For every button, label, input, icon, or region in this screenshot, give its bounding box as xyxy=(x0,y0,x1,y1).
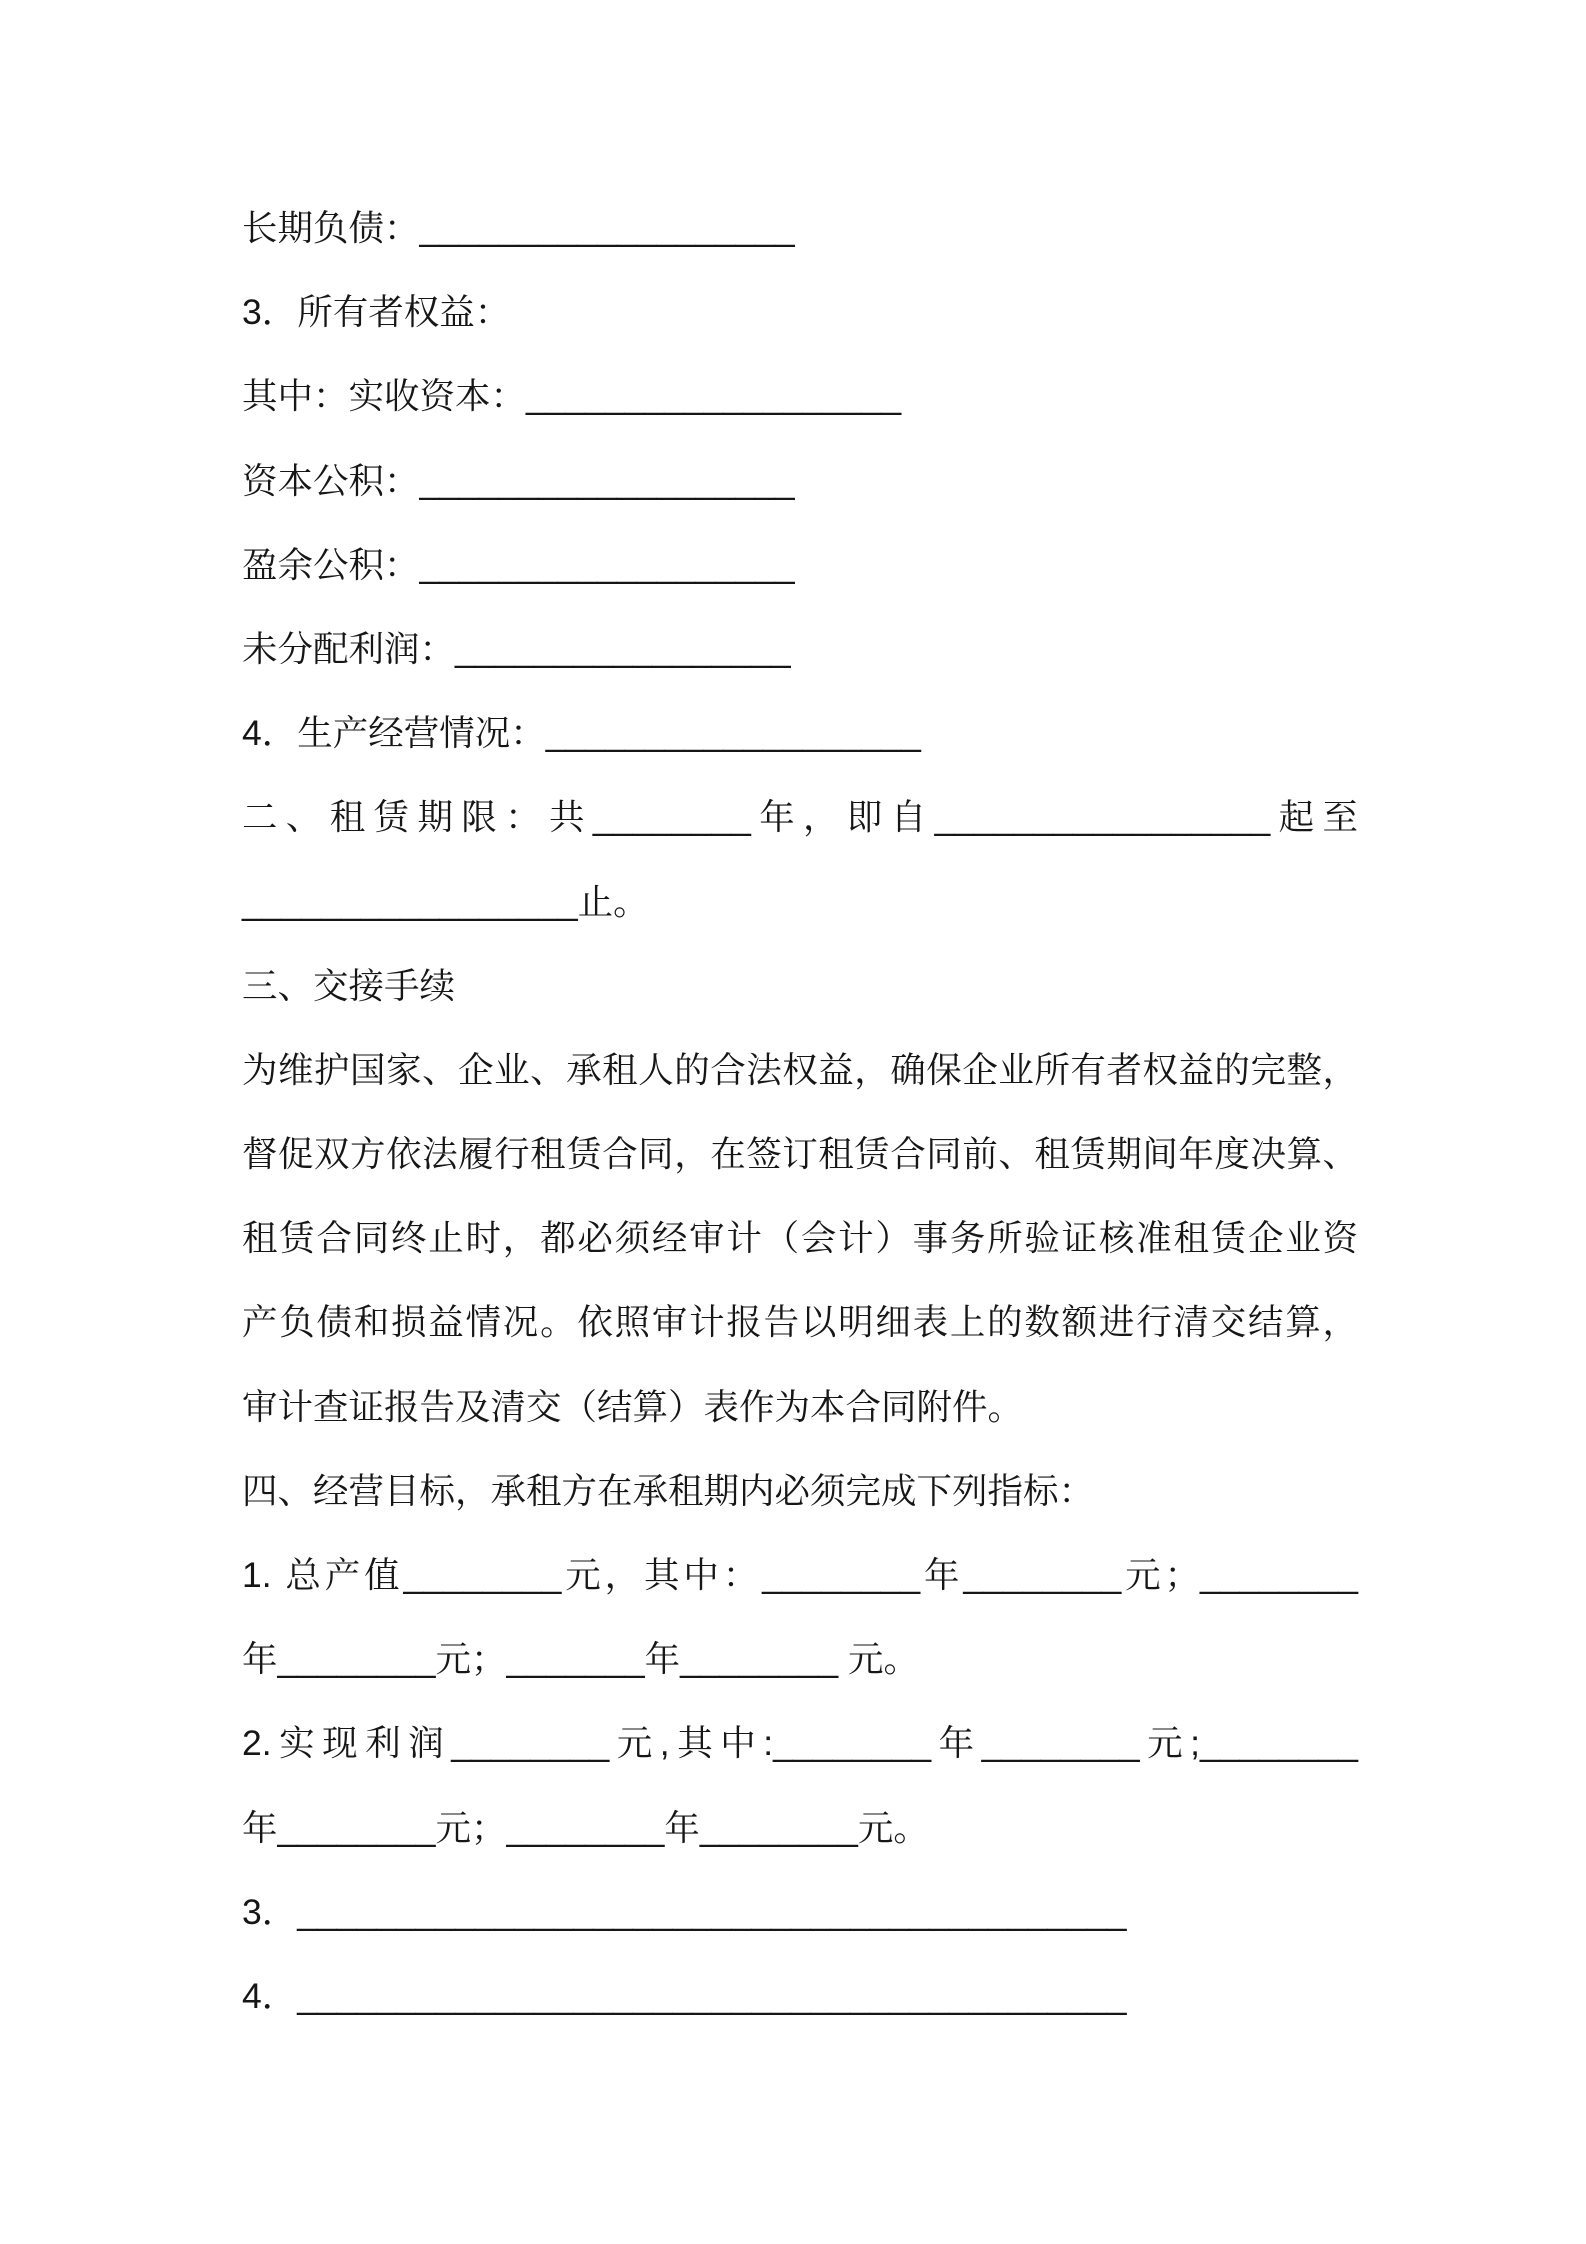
handover-heading: 三、交接手续 xyxy=(242,965,456,1006)
handover-paragraph-line-1: 为维护国家、企业、承租人的合法权益，确保企业所有者权益的完整， xyxy=(242,1049,1358,1090)
long-term-liabilities-line: 长期负债：___________________ xyxy=(242,208,795,248)
handover-paragraph-line-4: 产负债和损益情况。依照审计报告以明细表上的数额进行清交结算， xyxy=(242,1302,1358,1343)
target-3-line: 3．__________________________________________ xyxy=(242,1891,1127,1932)
lease-term-line: 二、租赁期限：共________年，即自_________________起至 xyxy=(242,797,1358,838)
operations-status-line: 4．生产经营情况：___________________ xyxy=(242,713,921,754)
target-4-line: 4．__________________________________________ xyxy=(242,1975,1127,2016)
total-output-line-continued: 年________元；_______年________ 元。 xyxy=(242,1639,919,1680)
handover-paragraph-line-2: 督促双方依法履行租赁合同，在签订租赁合同前、租赁期间年度决算、 xyxy=(242,1134,1358,1175)
profit-target-line-continued: 年________元；________年________元。 xyxy=(242,1807,929,1848)
handover-paragraph-line-5: 审计查证报告及清交（结算）表作为本合同附件。 xyxy=(242,1386,1024,1427)
handover-paragraph-line-3: 租赁合同终止时，都必须经审计（会计）事务所验证核准租赁企业资 xyxy=(242,1218,1358,1259)
lease-term-end-line: _________________止。 xyxy=(242,881,649,922)
profit-target-line: 2.实现利润________元,其中:________年________元;________ xyxy=(242,1723,1358,1764)
total-output-line: 1. 总产值________元，其中：________年________元；________ xyxy=(242,1555,1358,1595)
capital-reserve-line: 资本公积：___________________ xyxy=(242,460,795,501)
business-targets-heading: 四、经营目标，承租方在承租期内必须完成下列指标： xyxy=(242,1470,1095,1511)
document-body xyxy=(242,186,1360,2038)
undistributed-profit-line: 未分配利润：_________________ xyxy=(242,628,791,669)
paid-in-capital-line: 其中：实收资本：___________________ xyxy=(242,376,902,417)
surplus-reserve-line: 盈余公积：___________________ xyxy=(242,544,795,585)
owners-equity-heading: 3．所有者权益： xyxy=(242,292,511,333)
